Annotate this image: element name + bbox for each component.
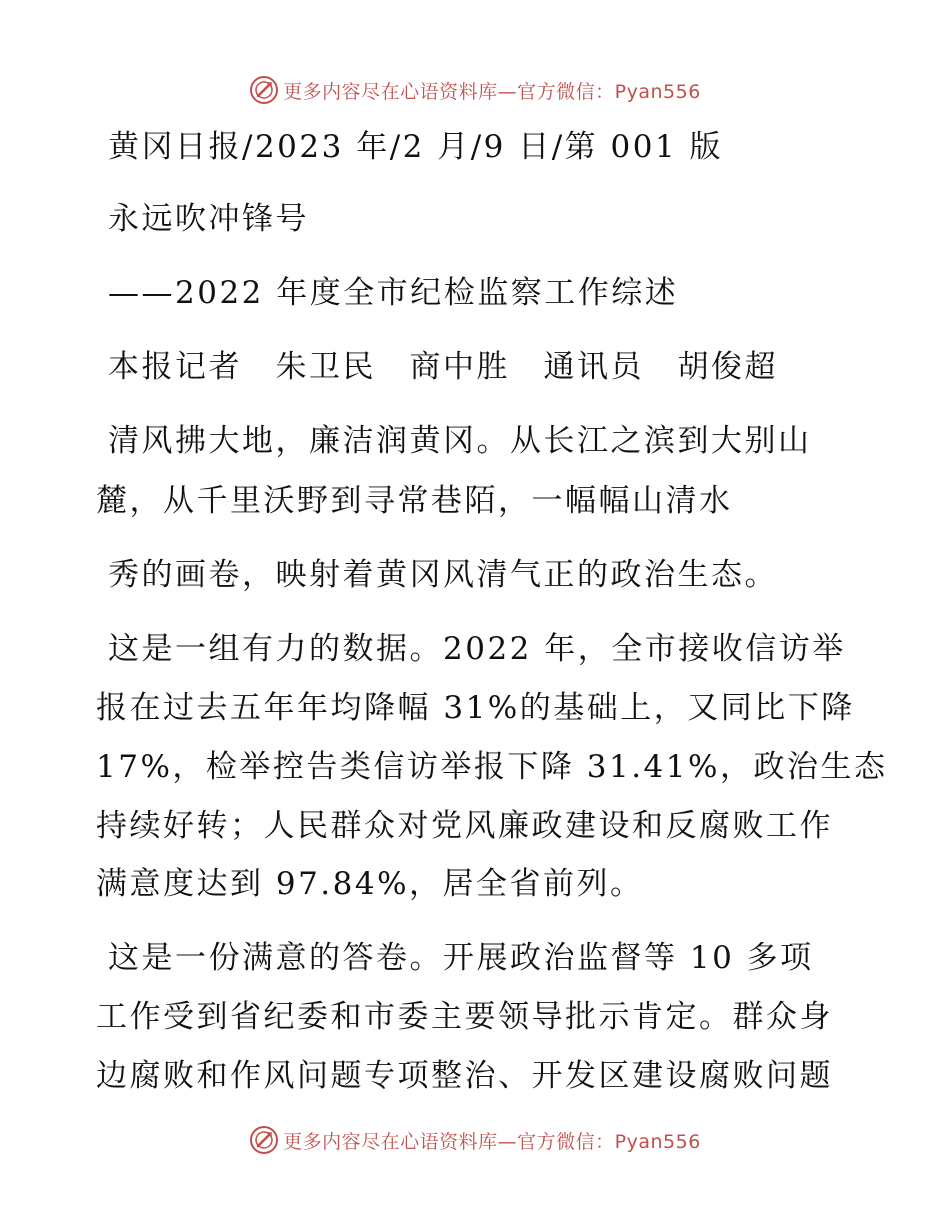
watermark-banner-bottom [0,1122,950,1158]
article-paragraph-line: 报在过去五年年均降幅 31%的基础上，又同比下降 [96,690,855,726]
watermark-text: 更多内容尽在心语资料库—官方微信：Pyan556 [283,1130,701,1153]
article-paragraph-line: 工作受到省纪委和市委主要领导批示肯定。群众身 [96,999,833,1035]
watermark-logo-icon [249,1125,279,1155]
article-paragraph-line: 麓，从千里沃野到寻常巷陌，一幅幅山清水 [96,483,733,519]
article-paragraph-line: 持续好转；人民群众对党风廉政建设和反腐败工作 [96,808,833,844]
article-paragraph-line: 这是一组有力的数据。2022 年，全市接收信访举 [108,631,846,667]
article-paragraph-line: 清风拂大地，廉洁润黄冈。从长江之滨到大别山 [108,423,812,459]
article-paragraph-line: 秀的画卷，映射着黄冈风清气正的政治生态。 [108,557,778,593]
article-headline: 永远吹冲锋号 [108,201,309,237]
article-paragraph-line: 17%，检举控告类信访举报下降 31.41%，政治生态 [96,749,888,785]
watermark-logo-icon [249,75,279,105]
article-paragraph-line: 满意度达到 97.84%，居全省前列。 [96,866,644,902]
watermark-banner-top [0,72,950,108]
article-paragraph-line: 这是一份满意的答卷。开展政治监督等 10 多项 [108,940,814,976]
watermark-text: 更多内容尽在心语资料库—官方微信：Pyan556 [283,80,701,103]
article-source-line: 黄冈日报/2023 年/2 月/9 日/第 001 版 [108,129,724,165]
article-paragraph-line: 边腐败和作风问题专项整治、开发区建设腐败问题 [96,1058,833,1094]
article-byline: 本报记者 朱卫民 商中胜 通讯员 胡俊超 [108,349,778,385]
article-subheadline: ——2022 年度全市纪检监察工作综述 [108,275,679,311]
